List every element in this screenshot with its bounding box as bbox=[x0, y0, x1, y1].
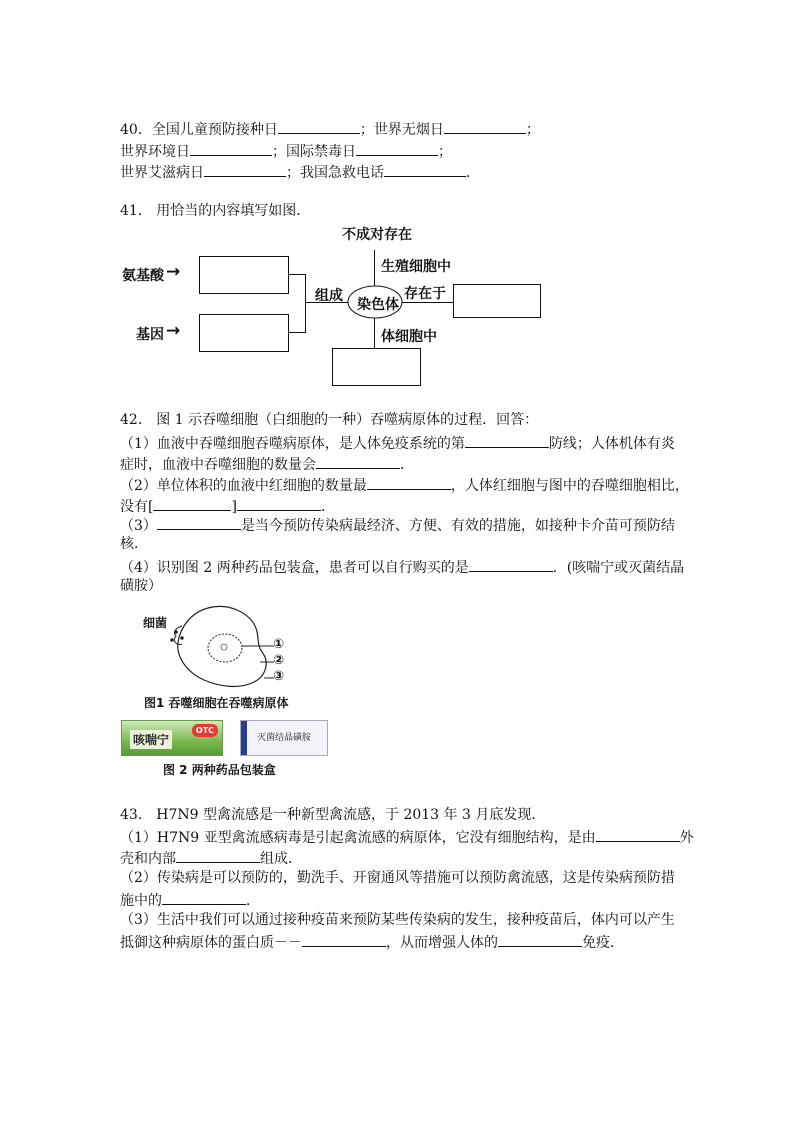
answer-blank[interactable] bbox=[153, 496, 231, 511]
label-chromosome: 染色体 bbox=[357, 297, 399, 313]
answer-blank[interactable] bbox=[278, 118, 360, 134]
q42-line bbox=[120, 514, 675, 536]
connector-line bbox=[288, 332, 306, 333]
answer-blank[interactable] bbox=[498, 931, 582, 947]
q43-text: ． bbox=[246, 893, 260, 909]
drug-box-sulfonamide bbox=[240, 720, 328, 756]
drug-name: 咳喘宁 bbox=[130, 730, 172, 749]
q40-text: 世界环境日 bbox=[120, 144, 190, 160]
box-stripe bbox=[241, 721, 247, 755]
answer-blank[interactable] bbox=[596, 826, 680, 842]
q42-line bbox=[120, 556, 684, 578]
q42-line: 磺胺） bbox=[120, 578, 162, 594]
q42-line bbox=[120, 474, 689, 496]
q43-line bbox=[120, 889, 260, 911]
q40-line-3 bbox=[120, 161, 480, 183]
q43-stem: 43． H7N9 型禽流感是一种新型禽流感，于 2013 年 3 月底发现． bbox=[120, 807, 546, 823]
q40-text: ． bbox=[466, 165, 480, 181]
q43-text: 免疫． bbox=[582, 935, 624, 951]
answer-blank[interactable] bbox=[190, 140, 272, 156]
q42-text: （2）单位体积的血液中红细胞的数量最 bbox=[120, 478, 367, 494]
q42-text: 没有[ bbox=[120, 499, 154, 515]
answer-box-body-cell[interactable] bbox=[332, 348, 421, 386]
connector-line bbox=[374, 250, 375, 286]
q43-line bbox=[120, 847, 302, 869]
q42-stem: 42． 图 1 示吞噬细胞（白细胞的一种）吞噬病原体的过程．回答： bbox=[120, 412, 539, 428]
connector-line bbox=[288, 274, 306, 275]
q42-line bbox=[120, 453, 414, 475]
answer-blank[interactable] bbox=[465, 432, 549, 448]
q43-text: 抵御这种病原体的蛋白质－－ bbox=[120, 935, 302, 951]
answer-blank[interactable] bbox=[384, 161, 466, 177]
drug-name: 灭菌结晶磺胺 bbox=[257, 733, 312, 743]
q43-text: 组成． bbox=[260, 851, 302, 867]
answer-box-gene[interactable] bbox=[199, 314, 289, 352]
q42-text: （3） bbox=[120, 518, 157, 534]
arrow-icon: → bbox=[166, 262, 181, 282]
q42-text: ，人体红细胞与图中的吞噬细胞相比， bbox=[450, 478, 689, 494]
q43-text: 施中的 bbox=[120, 893, 162, 909]
q43-line: （3）生活中我们可以通过接种疫苗来预防某些传染病的发生，接种疫苗后，体内可以产生 bbox=[120, 912, 675, 928]
q42-line: 核． bbox=[120, 536, 148, 552]
answer-blank[interactable] bbox=[157, 514, 241, 530]
q43-text: （1）H7N9 亚型禽流感病毒是引起禽流感的病原体，它没有细胞结构，是由 bbox=[120, 830, 596, 846]
q42-text: 防线；人体机体有炎 bbox=[548, 436, 675, 452]
q42-text: （4）识别图 2 两种药品包装盒，患者可以自行购买的是 bbox=[120, 560, 469, 576]
drug-box-kechuanning bbox=[121, 720, 223, 756]
q40-text: ； bbox=[438, 144, 452, 160]
answer-blank[interactable] bbox=[316, 453, 400, 469]
q40-text: 世界艾滋病日 bbox=[120, 165, 204, 181]
q42-text: 症时，血液中吞噬细胞的数量会 bbox=[120, 457, 316, 473]
answer-blank[interactable] bbox=[302, 931, 386, 947]
label-compose: 组成 bbox=[315, 288, 343, 304]
q42-text: 是当今预防传染病最经济、方便、有效的措施，如接种卡介苗可预防结 bbox=[240, 518, 675, 534]
q43-line: （2）传染病是可以预防的，勤洗手、开窗通风等措施可以预防禽流感，这是传染病预防措 bbox=[120, 870, 675, 886]
label-not-paired: 不成对存在 bbox=[342, 227, 412, 243]
marker-3: ③ bbox=[273, 669, 285, 684]
label-gene: 基因 bbox=[136, 327, 164, 343]
q43-line bbox=[120, 931, 624, 953]
answer-blank[interactable] bbox=[176, 847, 260, 863]
label-germ-cell: 生殖细胞中 bbox=[381, 259, 451, 275]
marker-2: ② bbox=[273, 653, 285, 668]
answer-blank[interactable] bbox=[237, 495, 321, 511]
figure-2-caption: 图 2 两种药品包装盒 bbox=[163, 763, 276, 777]
q42-text: （1）血液中吞噬细胞吞噬病原体，是人体免疫系统的第 bbox=[120, 436, 465, 452]
q40-text: ；国际禁毒日 bbox=[272, 144, 356, 160]
arrow-icon: → bbox=[166, 321, 181, 341]
answer-blank[interactable] bbox=[469, 556, 553, 572]
answer-box-exists-in[interactable] bbox=[453, 284, 541, 318]
q43-line bbox=[120, 826, 694, 848]
answer-blank[interactable] bbox=[162, 889, 246, 905]
answer-blank[interactable] bbox=[204, 161, 286, 177]
q40-text: ；世界无烟日 bbox=[359, 122, 444, 138]
answer-blank[interactable] bbox=[367, 474, 451, 490]
q41-stem: 41． 用恰当的内容填写如图． bbox=[120, 203, 311, 219]
q43-text: 壳和内部 bbox=[120, 851, 176, 867]
q40-text: ；我国急救电话 bbox=[286, 165, 384, 181]
q40-line-2 bbox=[120, 140, 452, 162]
q40-line-1 bbox=[120, 118, 540, 140]
q43-text: 外 bbox=[679, 830, 694, 846]
q43-text: ，从而增强人体的 bbox=[386, 935, 498, 951]
q42-text: ． bbox=[400, 457, 414, 473]
answer-blank[interactable] bbox=[444, 118, 526, 134]
figure-1-caption: 图1 吞噬细胞在吞噬病原体 bbox=[144, 696, 289, 710]
answer-box-amino-acid[interactable] bbox=[199, 256, 289, 294]
q42-text: ] bbox=[231, 499, 237, 515]
connector-line bbox=[305, 274, 306, 332]
label-exists-in: 存在于 bbox=[404, 286, 446, 302]
q42-text: ． bbox=[320, 499, 335, 515]
q42-text: ．(咳喘宁或灭菌结晶 bbox=[552, 560, 685, 576]
q40-text: ； bbox=[525, 122, 540, 138]
connector-line bbox=[374, 318, 375, 348]
q40-text: 40．全国儿童预防接种日 bbox=[120, 122, 278, 138]
label-body-cell: 体细胞中 bbox=[381, 329, 437, 345]
q42-line bbox=[120, 432, 675, 454]
label-bacteria: 细菌 bbox=[143, 616, 168, 630]
marker-1: ① bbox=[273, 637, 285, 652]
label-amino-acid: 氨基酸 bbox=[122, 268, 164, 284]
otc-badge: OTC bbox=[192, 724, 218, 737]
answer-blank[interactable] bbox=[356, 140, 438, 156]
